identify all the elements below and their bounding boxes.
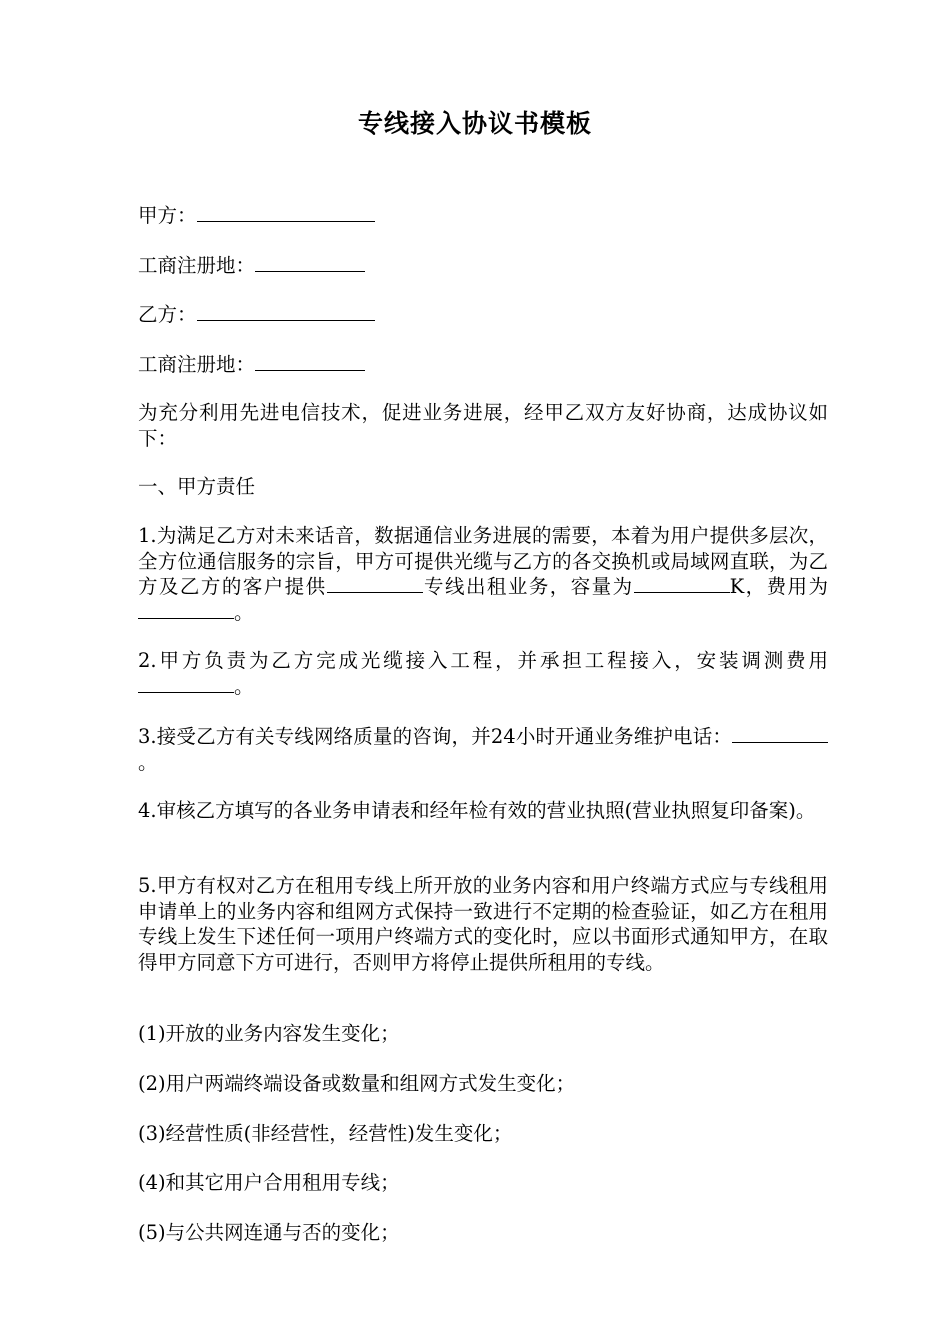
sub-item-4: (4)和其它用户合用租用专线； xyxy=(138,1171,400,1194)
capacity-blank xyxy=(634,574,730,593)
party-b-registration-field xyxy=(138,352,365,377)
clause-1-text-c: K，费用为 xyxy=(729,575,828,598)
clause-3-text-b: 。 xyxy=(138,750,158,774)
party-b-field xyxy=(138,302,375,327)
sub-item-2: (2)用户两端终端设备或数量和组网方式发生变化； xyxy=(138,1072,576,1095)
party-a-registration-label: 工商注册地： xyxy=(138,254,256,277)
clause-1 xyxy=(138,523,828,625)
party-b-registration-label: 工商注册地： xyxy=(138,353,256,376)
clause-1-text-b: 专线出租业务，容量为 xyxy=(422,575,634,598)
party-b-blank xyxy=(197,302,375,321)
intro-paragraph: 为充分利用先进电信技术，促进业务进展，经甲乙双方友好协商，达成协议如下： xyxy=(138,401,828,450)
hotline-blank xyxy=(732,724,828,743)
party-b-label: 乙方： xyxy=(138,303,197,326)
installation-fee-blank xyxy=(138,674,234,693)
clause-3-text-a: 3.接受乙方有关专线网络质量的咨询，并24小时开通业务维护电话： xyxy=(138,725,732,748)
fee-blank xyxy=(138,600,234,619)
sub-item-3: (3)经营性质(非经营性，经营性)发生变化； xyxy=(138,1122,513,1145)
clause-2 xyxy=(138,648,828,699)
clause-2-text-a: 2.甲方负责为乙方完成光缆接入工程，并承担工程接入，安装调测费用 xyxy=(138,649,828,672)
clause-1-text-a: 1.为满足乙方对未来话音，数据通信业务进展的需要，本着为用户提供多层次，全方位通信服务的宗旨，甲方可提供光缆与乙方的各交换机或局域网直联，为乙方及乙方的客户提供 xyxy=(138,524,828,598)
clause-5: 5.甲方有权对乙方在租用专线上所开放的业务内容和用户终端方式应与专线租用申请单上的业务内容和组网方式保持一致进行不定期的检查验证，如乙方在租用专线上发生下述任何一项用户终端方式的变化时，应以书面形式通知甲方，在取得甲方同意下方可进行，否则甲方将停止提供所租用的专线。 xyxy=(138,874,828,974)
clause-2-text-b: 。 xyxy=(234,674,254,698)
party-a-registration-field xyxy=(138,253,365,278)
party-a-blank xyxy=(197,203,375,222)
clause-3 xyxy=(138,724,828,775)
sub-item-1: (1)开放的业务内容发生变化； xyxy=(138,1022,400,1045)
section-1-heading: 一、甲方责任 xyxy=(138,475,256,498)
sub-item-5: (5)与公共网连通与否的变化； xyxy=(138,1221,400,1244)
clause-1-text-d: 。 xyxy=(234,600,254,624)
party-a-label: 甲方： xyxy=(138,204,197,227)
document-title: 专线接入协议书模板 xyxy=(357,109,592,138)
party-b-registration-blank xyxy=(255,352,365,371)
clause-4: 4.审核乙方填写的各业务申请表和经年检有效的营业执照(营业执照复印备案)。 xyxy=(138,799,816,822)
line-type-blank xyxy=(327,574,423,593)
party-a-field xyxy=(138,203,375,228)
party-a-registration-blank xyxy=(255,253,365,272)
